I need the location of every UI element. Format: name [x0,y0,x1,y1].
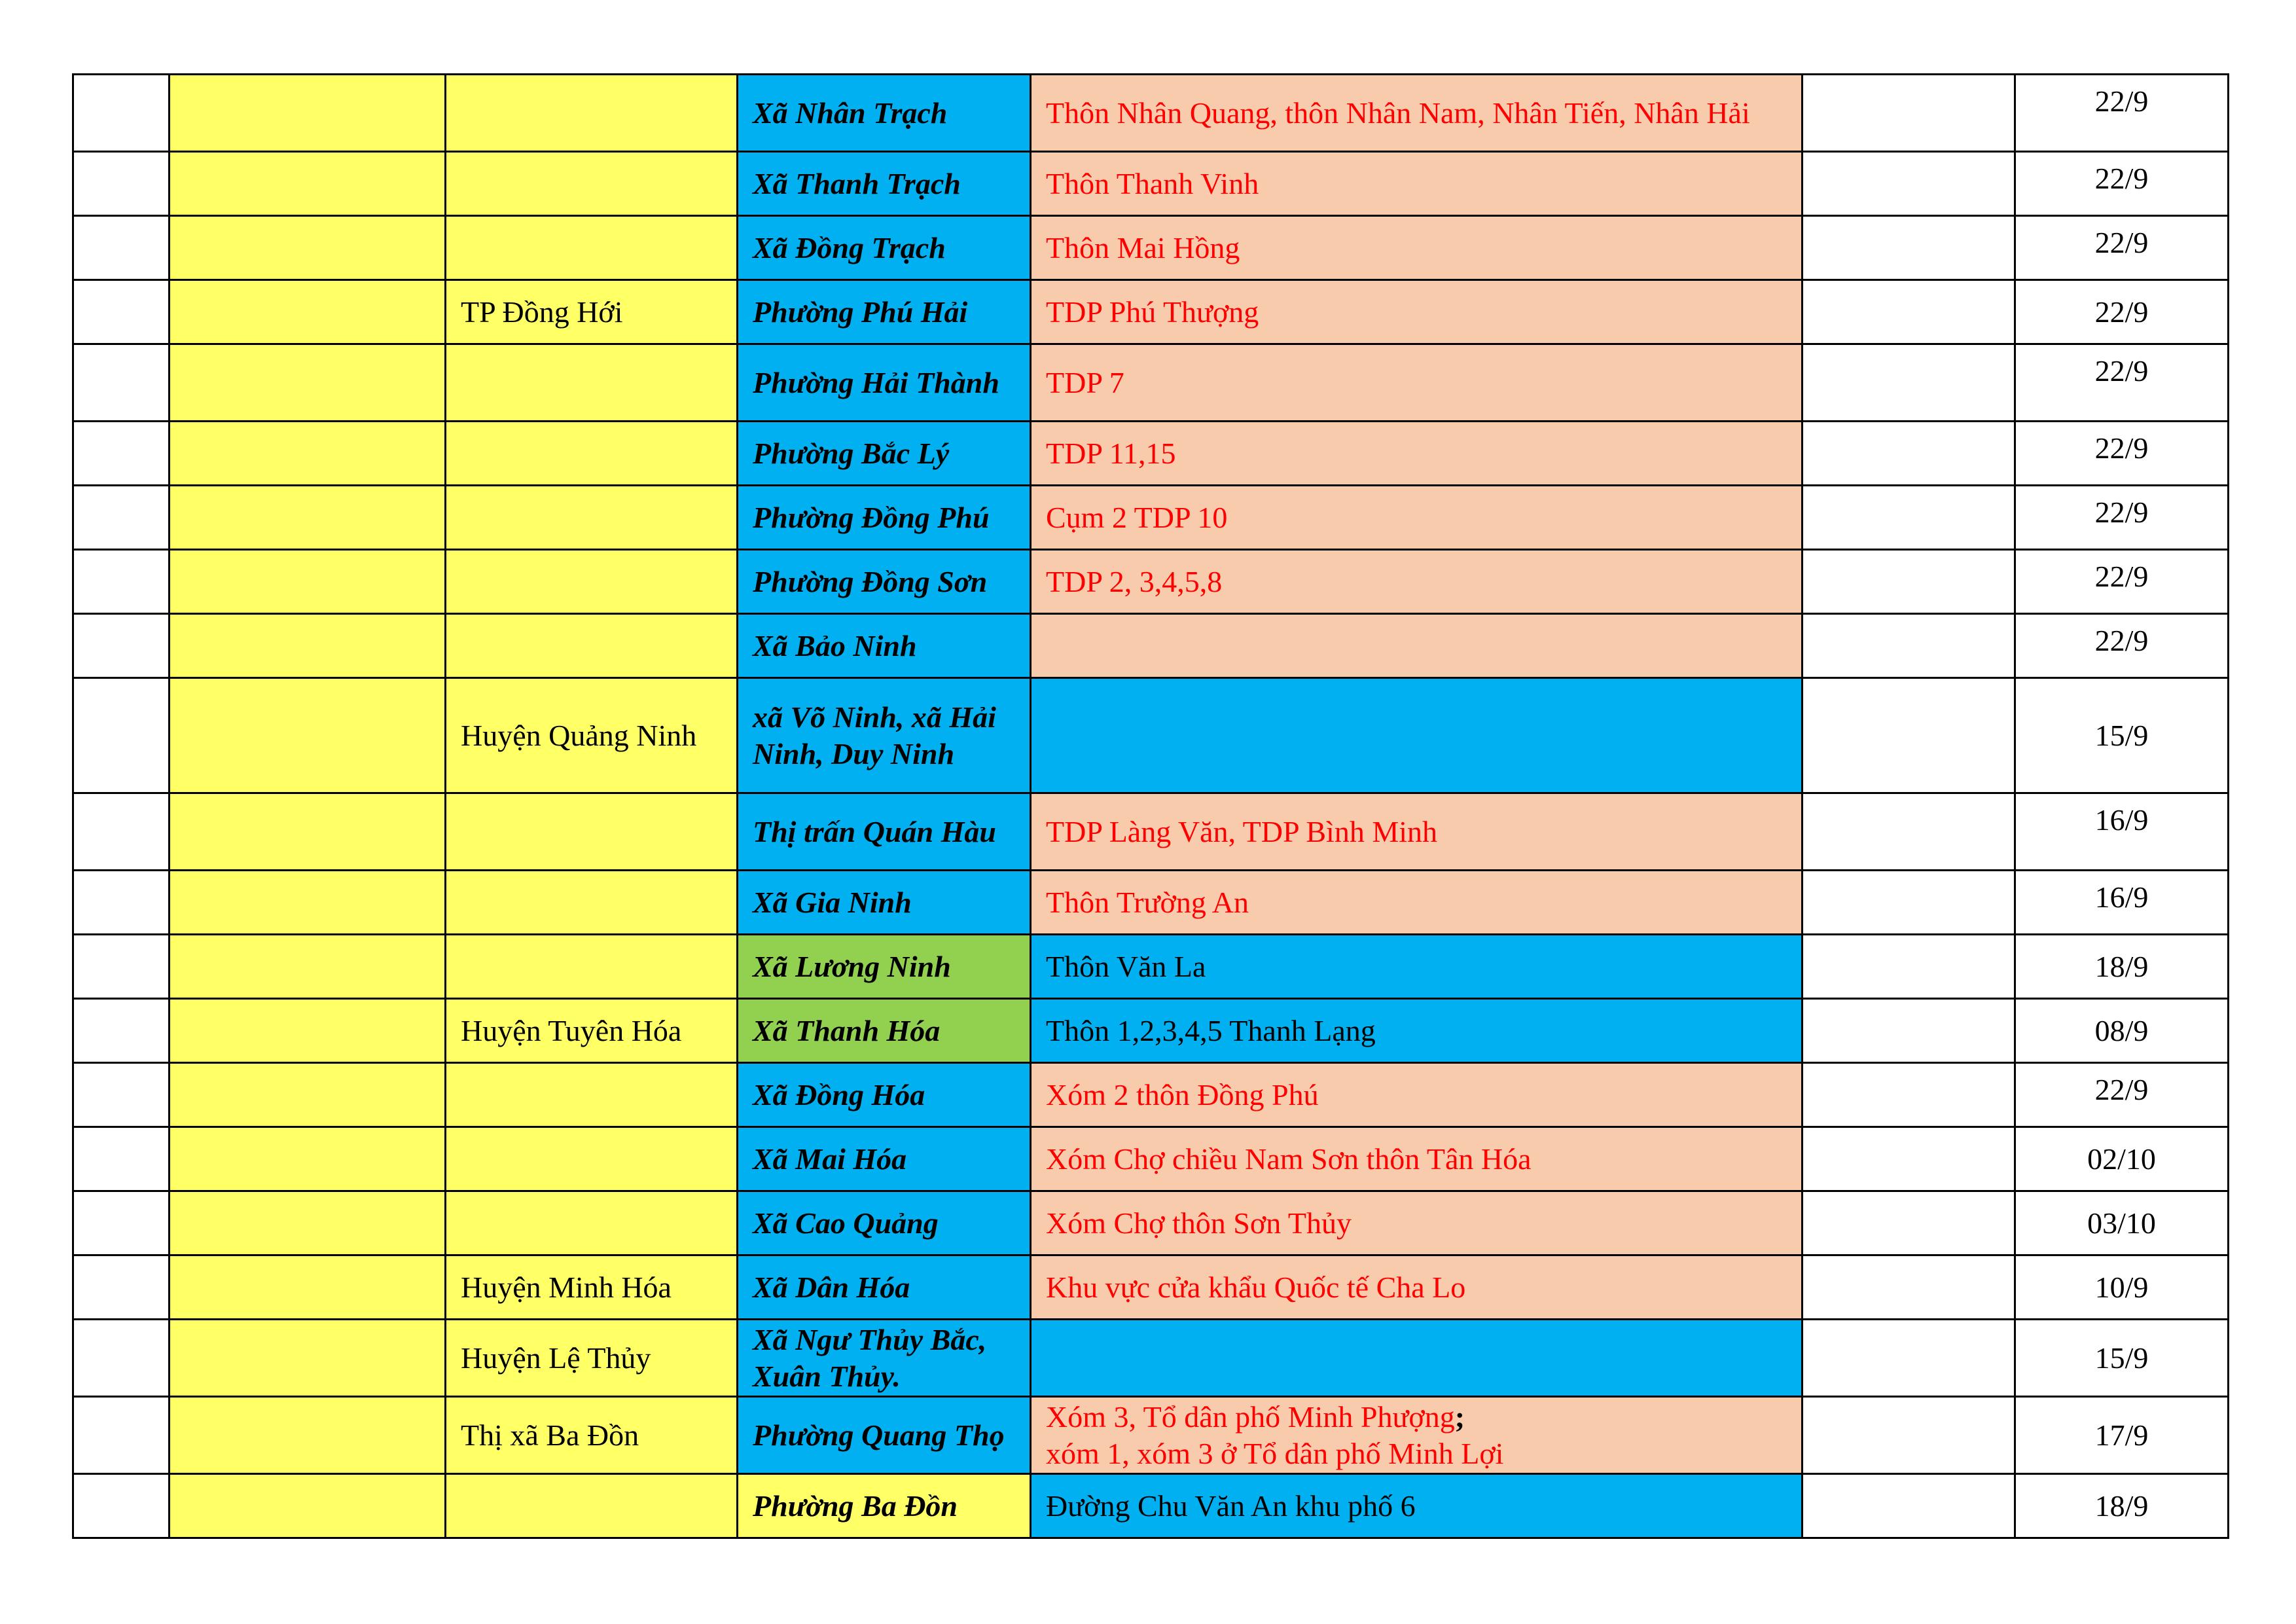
date-cell: 22/9 [2015,1063,2229,1127]
date-cell: 22/9 [2015,422,2229,486]
note-cell [1803,793,2015,871]
table-row [73,1063,2229,1127]
table-row [73,216,2229,280]
commune-cell: Phường Ba Đồn [738,1474,1031,1538]
table-row [73,280,2229,344]
date-cell: 10/9 [2015,1255,2229,1320]
commune-cell: Phường Hải Thành [738,344,1031,422]
commune-cell: Thị trấn Quán Hàu [738,793,1031,871]
commune-cell: Xã Cao Quảng [738,1191,1031,1255]
table-row [73,1320,2229,1397]
area-cell: Cụm 2 TDP 10 [1031,486,1803,550]
table-row [73,935,2229,999]
district-cell: TP Đồng Hới [446,280,738,344]
commune-cell: Xã Thanh Hóa [738,999,1031,1063]
province-cell [170,486,446,550]
note-cell [1803,1474,2015,1538]
table-row [73,550,2229,614]
district-cell: Huyện Quảng Ninh [446,678,738,793]
date-cell: 03/10 [2015,1191,2229,1255]
note-cell [1803,550,2015,614]
area-cell [1031,614,1803,678]
note-cell [1803,1063,2015,1127]
date-cell: 18/9 [2015,1474,2229,1538]
index-cell [73,216,170,280]
province-cell [170,1474,446,1538]
index-cell [73,1320,170,1397]
index-cell [73,152,170,216]
note-cell [1803,1191,2015,1255]
province-cell [170,999,446,1063]
index-cell [73,1127,170,1191]
commune-cell: Xã Đồng Hóa [738,1063,1031,1127]
district-cell [446,344,738,422]
province-cell [170,1320,446,1397]
area-cell: Xóm Chợ chiều Nam Sơn thôn Tân Hóa [1031,1127,1803,1191]
area-separator: ; [1454,1399,1465,1434]
date-cell: 17/9 [2015,1397,2229,1474]
index-cell [73,1255,170,1320]
table-row [73,678,2229,793]
note-cell [1803,614,2015,678]
district-cell: Huyện Minh Hóa [446,1255,738,1320]
date-cell: 18/9 [2015,935,2229,999]
province-cell [170,1397,446,1474]
note-cell [1803,1320,2015,1397]
table-row [73,1127,2229,1191]
date-cell: 08/9 [2015,999,2229,1063]
district-cell [446,1474,738,1538]
district-cell [446,422,738,486]
province-cell [170,344,446,422]
area-cell: TDP 7 [1031,344,1803,422]
note-cell [1803,678,2015,793]
note-cell [1803,344,2015,422]
province-cell [170,935,446,999]
district-cell [446,1063,738,1127]
area-cell [1031,678,1803,793]
commune-cell: Phường Đồng Phú [738,486,1031,550]
district-cell [446,486,738,550]
index-cell [73,871,170,935]
note-cell [1803,486,2015,550]
province-cell [170,422,446,486]
area-cell: Thôn Thanh Vinh [1031,152,1803,216]
date-cell: 22/9 [2015,344,2229,422]
index-cell [73,75,170,152]
area-cell: TDP Làng Văn, TDP Bình Minh [1031,793,1803,871]
area-cell: Thôn Nhân Quang, thôn Nhân Nam, Nhân Tiến, Nhân Hải [1031,75,1803,152]
commune-cell: xã Võ Ninh, xã Hải Ninh, Duy Ninh [738,678,1031,793]
district-cell [446,550,738,614]
area-cell [1031,1397,1803,1474]
table-row [73,1255,2229,1320]
commune-cell: Phường Phú Hải [738,280,1031,344]
district-cell: Huyện Lệ Thủy [446,1320,738,1397]
province-cell [170,280,446,344]
commune-cell: Xã Nhân Trạch [738,75,1031,152]
index-cell [73,550,170,614]
note-cell [1803,152,2015,216]
table-row [73,614,2229,678]
area-cell: Thôn Mai Hồng [1031,216,1803,280]
area-cell [1031,1320,1803,1397]
table-row [73,344,2229,422]
area-cell: Thôn Trường An [1031,871,1803,935]
area-line-2: xóm 1, xóm 3 ở Tổ dân phố Minh Lợi [1046,1436,1504,1470]
table-row [73,486,2229,550]
area-cell: Đường Chu Văn An khu phố 6 [1031,1474,1803,1538]
table-row [73,999,2229,1063]
table-row [73,793,2229,871]
province-cell [170,678,446,793]
province-cell [170,152,446,216]
table-row [73,75,2229,152]
table-row [73,1474,2229,1538]
note-cell [1803,1397,2015,1474]
commune-cell: Xã Đồng Trạch [738,216,1031,280]
district-cell [446,793,738,871]
commune-cell: Xã Ngư Thủy Bắc, Xuân Thủy. [738,1320,1031,1397]
date-cell: 16/9 [2015,793,2229,871]
area-cell: Xóm Chợ thôn Sơn Thủy [1031,1191,1803,1255]
province-cell [170,1191,446,1255]
date-cell: 22/9 [2015,486,2229,550]
schedule-table [72,73,2229,1539]
date-cell: 02/10 [2015,1127,2229,1191]
date-cell: 15/9 [2015,678,2229,793]
province-cell [170,550,446,614]
date-cell: 22/9 [2015,280,2229,344]
province-cell [170,1127,446,1191]
note-cell [1803,935,2015,999]
commune-cell: Xã Bảo Ninh [738,614,1031,678]
date-cell: 15/9 [2015,1320,2229,1397]
index-cell [73,614,170,678]
commune-cell: Phường Đồng Sơn [738,550,1031,614]
index-cell [73,935,170,999]
area-line-1: Xóm 3, Tổ dân phố Minh Phượng [1046,1399,1455,1434]
index-cell [73,486,170,550]
area-cell: TDP Phú Thượng [1031,280,1803,344]
commune-cell: Phường Bắc Lý [738,422,1031,486]
area-cell: Khu vực cửa khẩu Quốc tế Cha Lo [1031,1255,1803,1320]
commune-cell: Xã Gia Ninh [738,871,1031,935]
note-cell [1803,280,2015,344]
index-cell [73,1474,170,1538]
date-cell: 22/9 [2015,550,2229,614]
date-cell: 22/9 [2015,152,2229,216]
commune-cell: Phường Quang Thọ [738,1397,1031,1474]
commune-cell: Xã Dân Hóa [738,1255,1031,1320]
table-row [73,1397,2229,1474]
index-cell [73,678,170,793]
date-cell: 22/9 [2015,614,2229,678]
table-row [73,1191,2229,1255]
index-cell [73,793,170,871]
area-cell: TDP 2, 3,4,5,8 [1031,550,1803,614]
province-cell [170,1255,446,1320]
table-body [73,75,2229,1538]
index-cell [73,1063,170,1127]
index-cell [73,1397,170,1474]
table-row [73,871,2229,935]
note-cell [1803,999,2015,1063]
district-cell [446,152,738,216]
province-cell [170,216,446,280]
note-cell [1803,871,2015,935]
index-cell [73,999,170,1063]
index-cell [73,280,170,344]
district-cell [446,614,738,678]
date-cell: 16/9 [2015,871,2229,935]
note-cell [1803,422,2015,486]
district-cell [446,1127,738,1191]
district-cell [446,871,738,935]
note-cell [1803,1127,2015,1191]
note-cell [1803,75,2015,152]
index-cell [73,344,170,422]
index-cell [73,1191,170,1255]
area-cell: TDP 11,15 [1031,422,1803,486]
district-cell [446,216,738,280]
area-cell: Thôn 1,2,3,4,5 Thanh Lạng [1031,999,1803,1063]
province-cell [170,75,446,152]
note-cell [1803,216,2015,280]
date-cell: 22/9 [2015,216,2229,280]
district-cell: Thị xã Ba Đồn [446,1397,738,1474]
commune-cell: Xã Thanh Trạch [738,152,1031,216]
index-cell [73,422,170,486]
district-cell [446,935,738,999]
province-cell [170,871,446,935]
note-cell [1803,1255,2015,1320]
district-cell [446,1191,738,1255]
commune-cell: Xã Lương Ninh [738,935,1031,999]
province-cell [170,793,446,871]
commune-cell: Xã Mai Hóa [738,1127,1031,1191]
date-cell: 22/9 [2015,75,2229,152]
table-row [73,422,2229,486]
district-cell [446,75,738,152]
district-cell: Huyện Tuyên Hóa [446,999,738,1063]
area-cell: Thôn Văn La [1031,935,1803,999]
province-cell [170,614,446,678]
area-cell: Xóm 2 thôn Đồng Phú [1031,1063,1803,1127]
table-row [73,152,2229,216]
province-cell [170,1063,446,1127]
